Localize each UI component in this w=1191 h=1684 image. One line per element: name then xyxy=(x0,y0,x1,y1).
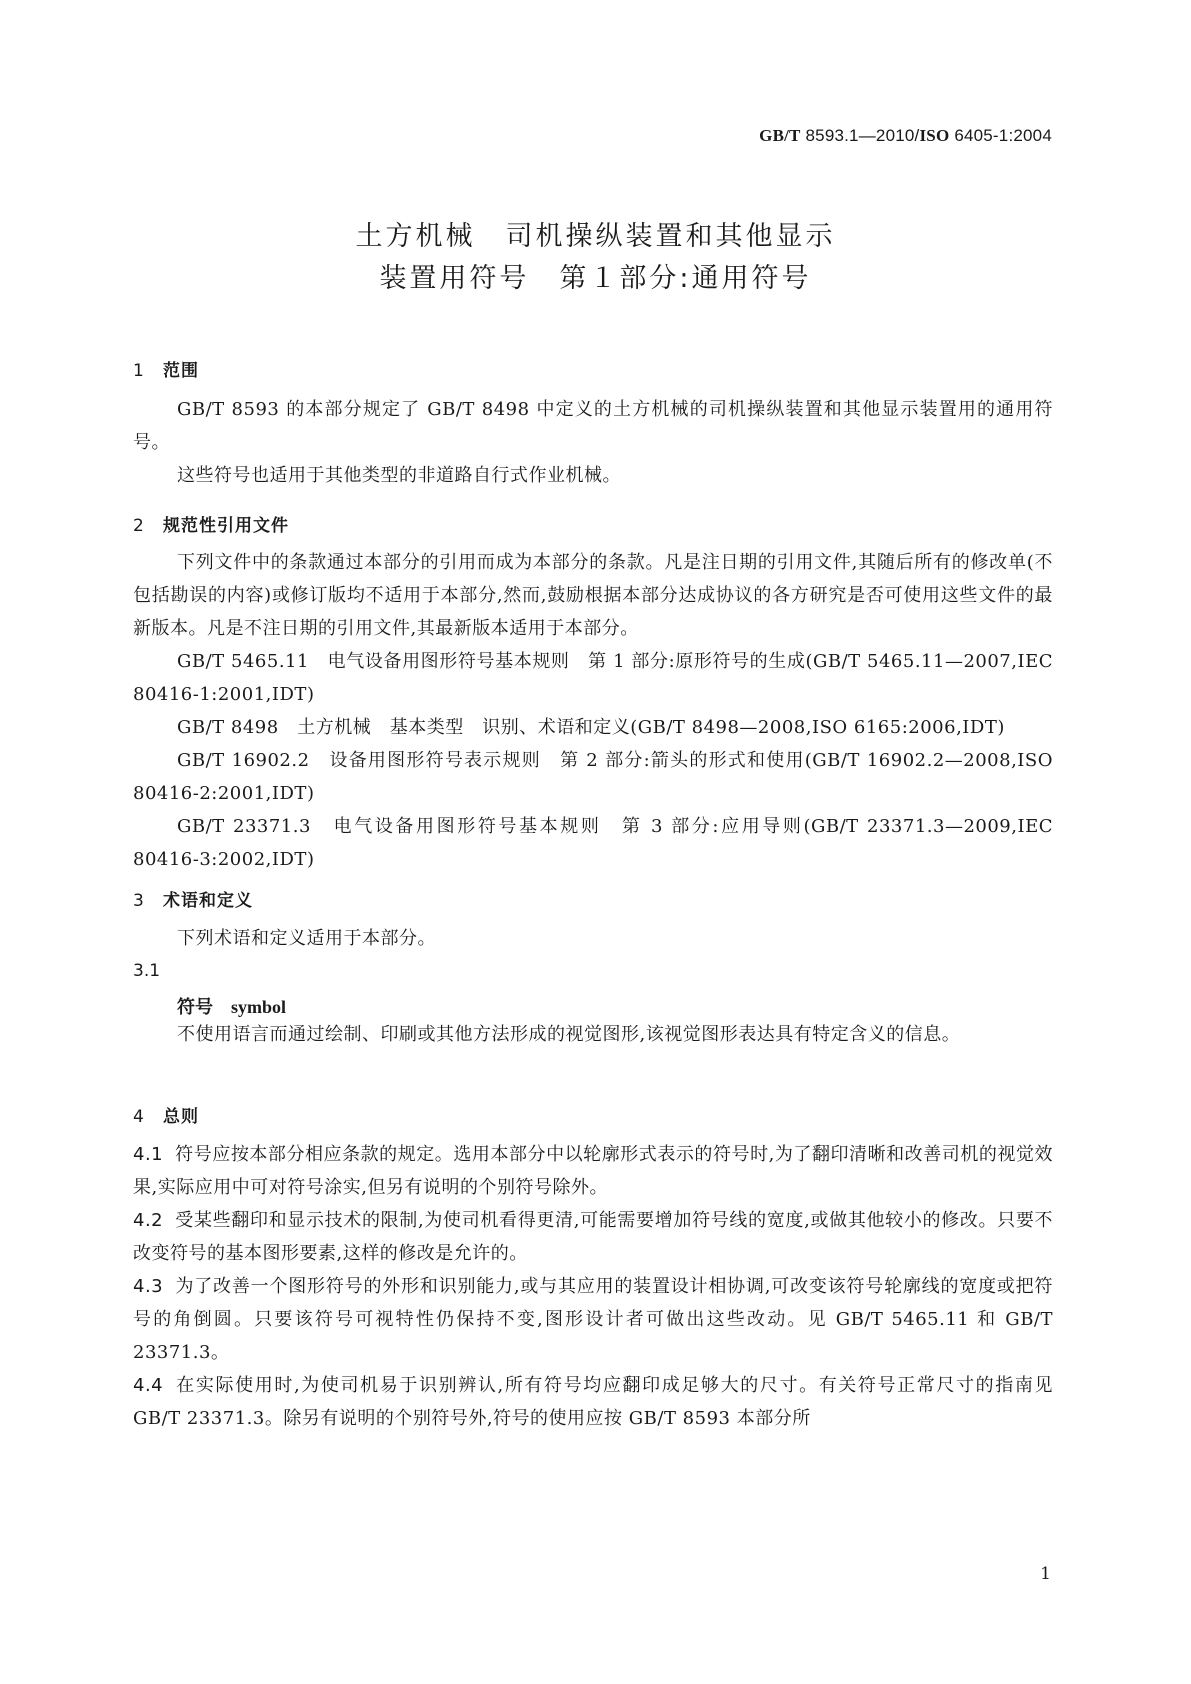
gb-prefix: GB/T xyxy=(759,126,801,145)
section-title: 术语和定义 xyxy=(163,891,253,911)
reference-item: GB/T 16902.2 设备用图形符号表示规则 第 2 部分:箭头的形式和使用(GB/T 16902.2—2008,ISO 80416-2:2001,IDT) xyxy=(133,750,1053,804)
title-line-2: 装置用符号 第１部分:通用符号 xyxy=(379,263,812,294)
terms-intro xyxy=(133,922,1053,955)
section-title: 规范性引用文件 xyxy=(163,516,289,536)
clause xyxy=(133,1204,1053,1270)
reference-item: GB/T 8498 土方机械 基本类型 识别、术语和定义(GB/T 8498—2008,ISO 6165:2006,IDT) xyxy=(177,717,1005,738)
reference-item: GB/T 5465.11 电气设备用图形符号基本规则 第 1 部分:原形符号的生成(GB/T 5465.11—2007,IEC 80416-1:2001,IDT) xyxy=(133,651,1053,705)
reference-item: GB/T 23371.3 电气设备用图形符号基本规则 第 3 部分:应用导则(GB/T 23371.3—2009,IEC 80416-3:2002,IDT) xyxy=(133,816,1053,870)
paragraph: GB/T 8593 的本部分规定了 GB/T 8498 中定义的土方机械的司机操纵装置和其他显示装置用的通用符号。 xyxy=(133,399,1053,453)
clause-number: 4.2 xyxy=(133,1210,164,1231)
section-number: 1 xyxy=(133,361,145,381)
standard-header xyxy=(759,126,1052,146)
clause-number: 4.1 xyxy=(133,1144,164,1165)
clause-text: 在实际使用时,为使司机易于识别辨认,所有符号均应翻印成足够大的尺寸。有关符号正常尺寸的指南见 GB/T 23371.3。除另有说明的个别符号外,符号的使用应按 GB/T 8593 本部分所 xyxy=(133,1375,1053,1429)
section-title: 总则 xyxy=(163,1107,199,1127)
clause-text: 为了改善一个图形符号的外形和识别能力,或与其应用的装置设计相协调,可改变该符号轮廓线的宽度或把符号的角倒圆。只要该符号可视特性仍保持不变,图形设计者可做出这些改动。见 GB/T 5465.11 和 GB/T 23371.3。 xyxy=(133,1276,1053,1363)
clause-text: 符号应按本部分相应条款的规定。选用本部分中以轮廓形式表示的符号时,为了翻印清晰和改善司机的视觉效果,实际应用中可对符号涂实,但另有说明的个别符号除外。 xyxy=(133,1144,1053,1198)
clause xyxy=(133,1369,1053,1435)
iso-prefix: ISO xyxy=(919,126,950,145)
paragraph: 不使用语言而通过绘制、印刷或其他方法形成的视觉图形,该视觉图形表达具有特定含义的信息。 xyxy=(177,1024,961,1045)
term-entry xyxy=(177,993,286,1019)
section-body-general xyxy=(133,1138,1053,1435)
term-english: symbol xyxy=(231,997,287,1017)
clause xyxy=(133,1270,1053,1369)
subclause-number: 3.1 xyxy=(133,961,161,981)
section-heading-scope xyxy=(133,356,199,381)
paragraph: 下列文件中的条款通过本部分的引用而成为本部分的条款。凡是注日期的引用文件,其随后所有的修改单(不包括勘误的内容)或修订版均不适用于本部分,然而,鼓励根据本部分达成协议的各方研究是否可使用这些文件的最新版本。凡是不注日期的引用文件,其最新版本适用于本部分。 xyxy=(133,552,1053,639)
section-number: 3 xyxy=(133,891,145,911)
clause xyxy=(133,1138,1053,1204)
section-number: 4 xyxy=(133,1107,145,1127)
section-number: 2 xyxy=(133,516,145,536)
section-heading-general xyxy=(133,1102,199,1127)
clause-number: 4.4 xyxy=(133,1375,164,1396)
gb-number: 8593.1—2010/ xyxy=(805,126,920,145)
clause-number: 4.3 xyxy=(133,1276,164,1297)
section-body-scope xyxy=(133,393,1053,492)
title-line-1: 土方机械 司机操纵装置和其他显示 xyxy=(355,221,836,252)
page-number: 1 xyxy=(1040,1564,1051,1584)
section-heading-terms xyxy=(133,886,253,911)
section-title: 范围 xyxy=(163,361,199,381)
section-heading-normative-references xyxy=(133,511,289,536)
paragraph: 下列术语和定义适用于本部分。 xyxy=(177,928,436,949)
term-chinese: 符号 xyxy=(177,997,213,1018)
iso-number: 6405-1:2004 xyxy=(954,126,1052,145)
section-body-normative-references xyxy=(133,546,1053,876)
paragraph: 这些符号也适用于其他类型的非道路自行式作业机械。 xyxy=(177,465,621,486)
clause-text: 受某些翻印和显示技术的限制,为使司机看得更清,可能需要增加符号线的宽度,或做其他较小的修改。只要不改变符号的基本图形要素,这样的修改是允许的。 xyxy=(133,1210,1053,1264)
term-definition xyxy=(133,1018,1053,1051)
